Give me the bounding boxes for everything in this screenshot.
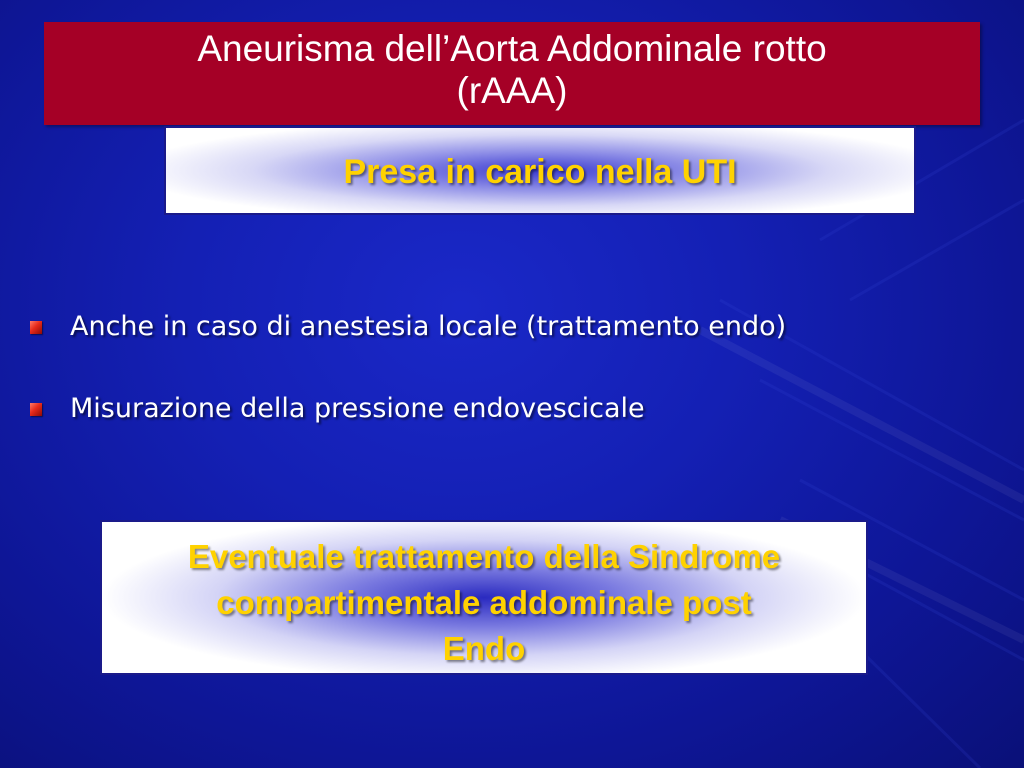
bullet-list xyxy=(30,306,990,470)
slide-title-line-1: Aneurisma dell’Aorta Addominale rotto xyxy=(197,28,827,69)
subtitle-text: Presa in carico nella UTI xyxy=(343,153,737,191)
red-square-bullet-icon xyxy=(30,403,42,416)
bullet-item xyxy=(30,306,990,348)
note-line-3: Endo xyxy=(442,630,526,667)
note-line-2: compartimentale addominale post xyxy=(216,584,752,621)
note-banner xyxy=(100,520,868,675)
slide-title xyxy=(44,22,980,125)
red-square-bullet-icon xyxy=(30,321,42,334)
bullet-item xyxy=(30,388,990,430)
bullet-text: Misurazione della pressione endovescicale xyxy=(70,393,645,424)
slide-title-line-2: (rAAA) xyxy=(456,70,568,111)
bullet-text: Anche in caso di anestesia locale (trattamento endo) xyxy=(70,311,787,342)
note-line-1: Eventuale trattamento della Sindrome xyxy=(187,538,781,575)
subtitle-banner xyxy=(164,126,916,215)
